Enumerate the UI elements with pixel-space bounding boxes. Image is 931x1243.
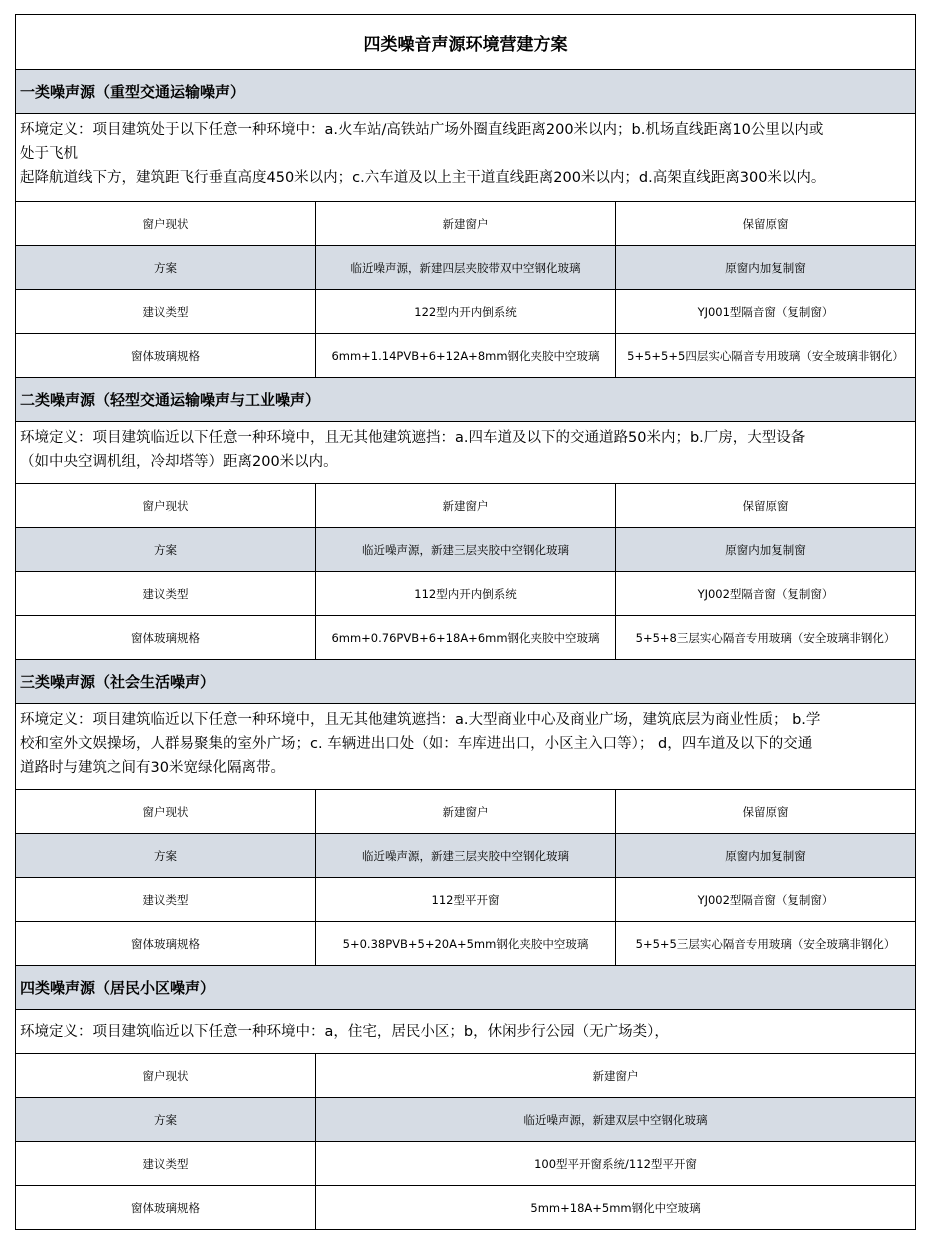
new-window-cell: 新建窗户 (316, 484, 616, 527)
table-row (15, 572, 916, 616)
table-row (15, 246, 916, 290)
table-row (15, 1186, 916, 1230)
definition-line: 起降航道线下方，建筑距飞行垂直高度450米以内；c.六车道及以上主干道直线距离200米以内；d.高架直线距离300米以内。 (20, 170, 826, 186)
new-window-cell: 临近噪声源，新建三层夹胶中空钢化玻璃 (316, 834, 616, 877)
definition-line: 道路时与建筑之间有30米宽绿化隔离带。 (20, 760, 285, 776)
row-label: 窗户现状 (16, 202, 316, 245)
section-1-heading: 一类噪声源（重型交通运输噪声） (15, 70, 916, 114)
row-label: 窗体玻璃规格 (16, 922, 316, 965)
new-window-cell: 6mm+0.76PVB+6+18A+6mm钢化夹胶中空玻璃 (316, 616, 616, 659)
row-label: 建议类型 (16, 878, 316, 921)
table-row (15, 484, 916, 528)
section-3-heading: 三类噪声源（社会生活噪声） (15, 660, 916, 704)
keep-window-cell: 保留原窗 (742, 216, 789, 231)
definition-line: 环境定义：项目建筑临近以下任意一种环境中，且无其他建筑遮挡：a.四车道及以下的交通道路50米内；b.厂房，大型设备 (20, 430, 806, 446)
new-window-cell: 122型内开内倒系统 (316, 290, 616, 333)
definition-line: 校和室外文娱操场，人群易聚集的室外广场；c. 车辆进出口处（如：车库进出口，小区主入口等）； d，四车道及以下的交通 (20, 736, 813, 752)
keep-window-cell: 保留原窗 (742, 498, 789, 513)
keep-window-cell: 5+5+5+5四层实心隔音专用玻璃（安全玻璃非钢化） (627, 348, 904, 363)
new-window-cell: 新建窗户 (316, 790, 616, 833)
row-label: 方案 (16, 834, 316, 877)
row-label: 窗户现状 (16, 1054, 316, 1097)
new-window-cell: 5+0.38PVB+5+20A+5mm钢化夹胶中空玻璃 (316, 922, 616, 965)
keep-window-cell: 原窗内加复制窗 (725, 260, 806, 275)
keep-window-cell: 保留原窗 (742, 804, 789, 819)
keep-window-cell: YJ002型隔音窗（复制窗） (697, 586, 834, 601)
table-row (15, 878, 916, 922)
new-window-cell: 112型平开窗 (316, 878, 616, 921)
table-row (15, 790, 916, 834)
row-label: 建议类型 (16, 290, 316, 333)
keep-window-cell: YJ001型隔音窗（复制窗） (697, 304, 834, 319)
section-4-definition (15, 1010, 916, 1054)
new-window-cell: 临近噪声源，新建双层中空钢化玻璃 (523, 1112, 708, 1127)
keep-window-cell: 5+5+5三层实心隔音专用玻璃（安全玻璃非钢化） (635, 936, 896, 951)
page-title: 四类噪音声源环境营建方案 (15, 14, 916, 70)
row-label: 方案 (16, 528, 316, 571)
table-row (15, 1142, 916, 1186)
table-row (15, 616, 916, 660)
definition-line: 处于飞机 (20, 146, 78, 162)
table-row (15, 202, 916, 246)
definition-line: 环境定义：项目建筑临近以下任意一种环境中，且无其他建筑遮挡：a.大型商业中心及商业广场，建筑底层为商业性质； b.学 (20, 712, 821, 728)
document-sheet (15, 14, 916, 1230)
row-label: 方案 (16, 1098, 316, 1141)
section-2-definition (15, 422, 916, 484)
keep-window-cell: 原窗内加复制窗 (725, 848, 806, 863)
table-row (15, 290, 916, 334)
new-window-cell: 新建窗户 (592, 1068, 639, 1083)
new-window-cell: 6mm+1.14PVB+6+12A+8mm钢化夹胶中空玻璃 (316, 334, 616, 377)
definition-line: 环境定义：项目建筑处于以下任意一种环境中：a.火车站/高铁站广场外圈直线距离200米以内；b.机场直线距离10公里以内或 (20, 122, 824, 138)
table-row (15, 528, 916, 572)
table-row (15, 922, 916, 966)
new-window-cell: 新建窗户 (316, 202, 616, 245)
keep-window-cell: 原窗内加复制窗 (725, 542, 806, 557)
row-label: 窗体玻璃规格 (16, 616, 316, 659)
new-window-cell: 112型内开内倒系统 (316, 572, 616, 615)
section-3-definition (15, 704, 916, 790)
section-2-heading: 二类噪声源（轻型交通运输噪声与工业噪声） (15, 378, 916, 422)
table-row (15, 834, 916, 878)
row-label: 窗体玻璃规格 (16, 1186, 316, 1229)
new-window-cell: 5mm+18A+5mm钢化中空玻璃 (530, 1200, 701, 1215)
row-label: 窗户现状 (16, 790, 316, 833)
row-label: 窗体玻璃规格 (16, 334, 316, 377)
table-row (15, 1054, 916, 1098)
new-window-cell: 临近噪声源，新建四层夹胶带双中空钢化玻璃 (316, 246, 616, 289)
definition-line: （如中央空调机组，冷却塔等）距离200米以内。 (20, 454, 338, 470)
new-window-cell: 100型平开窗系统/112型平开窗 (534, 1156, 697, 1171)
new-window-cell: 临近噪声源，新建三层夹胶中空钢化玻璃 (316, 528, 616, 571)
section-1-definition (15, 114, 916, 202)
definition-line: 环境定义：项目建筑临近以下任意一种环境中：a，住宅，居民小区；b，休闲步行公园（无广场类）， (20, 1024, 669, 1040)
row-label: 窗户现状 (16, 484, 316, 527)
table-row (15, 334, 916, 378)
table-row (15, 1098, 916, 1142)
row-label: 建议类型 (16, 1142, 316, 1185)
row-label: 建议类型 (16, 572, 316, 615)
section-4-heading: 四类噪声源（居民小区噪声） (15, 966, 916, 1010)
keep-window-cell: YJ002型隔音窗（复制窗） (697, 892, 834, 907)
row-label: 方案 (16, 246, 316, 289)
keep-window-cell: 5+5+8三层实心隔音专用玻璃（安全玻璃非钢化） (635, 630, 896, 645)
